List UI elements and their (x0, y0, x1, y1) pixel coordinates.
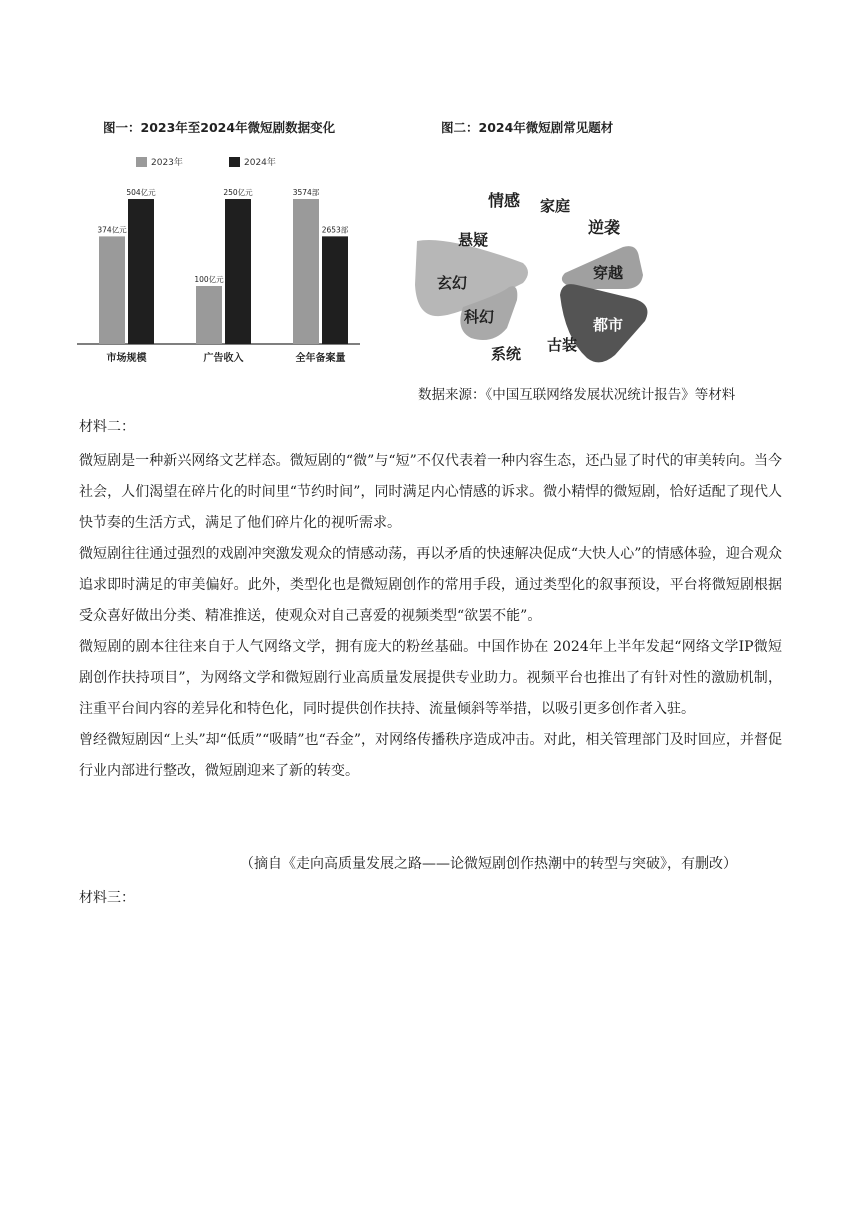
word-guzhuang: 古装 (547, 336, 578, 354)
figure2-title: 图二：2024年微短剧常见题材 (441, 120, 614, 135)
data-label-2024-0: 504亿元 (126, 188, 156, 197)
topic-word-cloud (405, 175, 675, 375)
word-xitong: 系统 (491, 345, 522, 363)
material2-label: 材料二： (79, 419, 135, 435)
bar-2023-0 (99, 236, 125, 344)
legend-label-2024: 2024年 (244, 158, 276, 168)
citation: （摘自《走向高质量发展之路——论微短剧创作热潮中的转型与突破》，有删改） (240, 856, 737, 872)
legend-item-2023 (136, 155, 183, 168)
word-kehuan: 科幻 (464, 308, 495, 326)
word-jiating: 家庭 (540, 197, 571, 215)
bar-2024-0 (128, 199, 154, 344)
data-label-2024-1: 250亿元 (223, 188, 253, 197)
bar-2024-2 (322, 236, 348, 344)
figure1-title: 图一：2023年至2024年微短剧数据变化 (103, 120, 336, 135)
word-qinggan: 情感 (488, 191, 521, 210)
word-chuanyue: 穿越 (593, 264, 624, 282)
data-label-2023-1: 100亿元 (194, 275, 224, 284)
data-source: 数据来源：《中国互联网络发展状况统计报告》等材料 (418, 387, 736, 403)
category-label-2: 全年备案量 (295, 353, 346, 364)
bar-2023-1 (196, 286, 222, 344)
bar-chart (72, 172, 362, 372)
data-label-2023-2: 3574部 (292, 188, 320, 197)
paragraph-3: 微短剧的剧本往往来自于人气网络文学，拥有庞大的粉丝基础。中国作协在 2024年上半年发起“网络文学IP微短剧创作扶持项目”，为网络文学和微短剧行业高质量发展提供专业助力。视频平台也推出了有针对性的激励机制，注重平台间内容的差异化和特色化，同时提供创作扶持、流量倾斜等举措，以吸引更多创作者入驻。 (79, 639, 782, 717)
paragraph-4: 曾经微短剧因“上头”却“低质”“吸睛”也“吞金”，对网络传播秩序造成冲击。对此，相关管理部门及时回应，并督促行业内部进行整改，微短剧迎来了新的转变。 (79, 732, 782, 779)
legend-swatch-2024 (229, 157, 240, 167)
word-xuanhuan: 玄幻 (437, 274, 468, 292)
data-label-2023-0: 374亿元 (97, 225, 127, 235)
word-nixi: 逆袭 (588, 218, 621, 237)
data-label-2024-2: 2653部 (321, 225, 349, 235)
category-label-1: 广告收入 (203, 353, 244, 364)
word-dushi: 都市 (593, 316, 624, 334)
bar-2023-2 (293, 199, 319, 344)
bar-2024-1 (225, 199, 251, 344)
legend-label-2023: 2023年 (151, 158, 183, 168)
legend-item-2024 (229, 155, 276, 168)
paragraph-1: 微短剧是一种新兴网络文艺样态。微短剧的“微”与“短”不仅代表着一种内容生态，还凸显了时代的审美转向。当今社会，人们渴望在碎片化的时间里“节约时间”，同时满足内心情感的诉求。微小精悍的微短剧，恰好适配了现代人快节奏的生活方式，满足了他们碎片化的视听需求。 (79, 453, 782, 531)
legend-swatch-2023 (136, 157, 147, 167)
word-xuanyi: 悬疑 (458, 231, 489, 249)
paragraph-2: 微短剧往往通过强烈的戏剧冲突激发观众的情感动荡，再以矛盾的快速解决促成“大快人心”的情感体验，迎合观众追求即时满足的审美偏好。此外，类型化也是微短剧创作的常用手段，通过类型化的叙事预设，平台将微短剧根据受众喜好做出分类、精准推送，使观众对自己喜爱的视频类型“欲罢不能”。 (79, 546, 782, 624)
material3-label: 材料三： (79, 890, 135, 906)
category-label-0: 市场规模 (106, 353, 147, 364)
material2-body (79, 446, 782, 787)
